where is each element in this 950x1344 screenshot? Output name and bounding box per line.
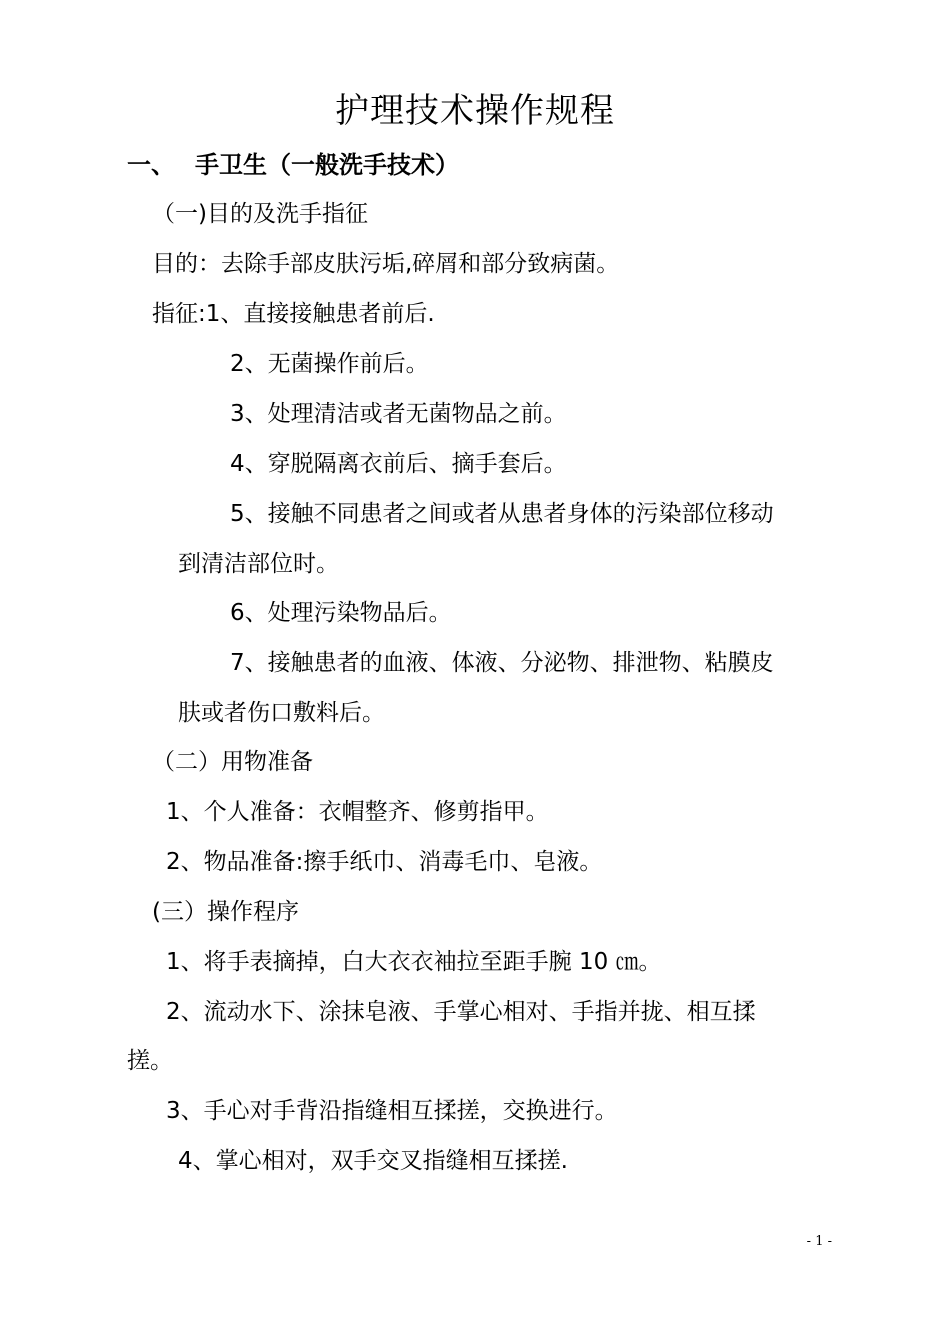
section-number: 一、: [127, 151, 175, 179]
section-heading: [127, 148, 459, 182]
procedure-step: 4、掌心相对，双手交叉指缝相互揉搓.: [178, 1148, 568, 1174]
supplies-item: 2、物品准备:擦手纸巾、消毒毛巾、皂液。: [166, 849, 603, 875]
purpose-line: 目的：去除手部皮肤污垢,碎屑和部分致病菌。: [152, 251, 620, 277]
procedure-step: 3、手心对手背沿指缝相互揉搓，交换进行。: [166, 1098, 618, 1124]
indication-item: 3、处理清洁或者无菌物品之前。: [230, 401, 567, 427]
indication-line: 指征:1、直接接触患者前后.: [152, 301, 435, 327]
procedure-step: 1、将手表摘掉，白大衣衣袖拉至距手腕 10 ㎝。: [166, 949, 662, 975]
section-title: 手卫生（一般洗手技术）: [195, 151, 459, 179]
indication-item: 7、接触患者的血液、体液、分泌物、排泄物、粘膜皮: [230, 650, 774, 676]
subsection-heading-procedure: (三）操作程序: [152, 899, 299, 925]
supplies-item: 1、个人准备：衣帽整齐、修剪指甲。: [166, 799, 549, 825]
indication-item: 5、接触不同患者之间或者从患者身体的污染部位移动: [230, 501, 774, 527]
indication-item: 6、处理污染物品后。: [230, 600, 452, 626]
document-title: 护理技术操作规程: [335, 91, 615, 131]
procedure-step: 2、流动水下、涂抹皂液、手掌心相对、手指并拢、相互揉: [166, 999, 756, 1025]
indication-item: 2、无菌操作前后。: [230, 351, 429, 377]
indication-item-continuation: 到清洁部位时。: [178, 551, 339, 577]
subsection-heading-purpose: （一)目的及洗手指征: [152, 201, 368, 227]
indication-item-continuation: 肤或者伤口敷料后。: [178, 700, 385, 726]
subsection-heading-supplies: （二）用物准备: [152, 749, 313, 775]
procedure-step-continuation: 搓。: [127, 1048, 173, 1074]
indication-item: 4、穿脱隔离衣前后、摘手套后。: [230, 451, 567, 477]
page-number: - 1 -: [806, 1234, 832, 1249]
